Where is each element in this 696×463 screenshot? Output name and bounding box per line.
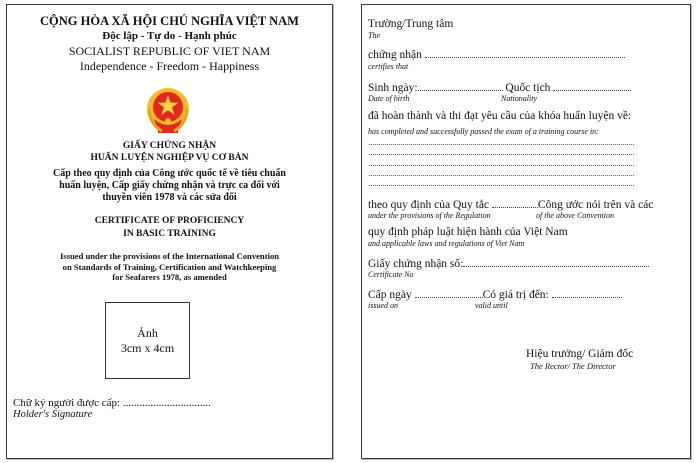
regulation-field[interactable] (368, 198, 653, 212)
dob-dots[interactable] (418, 81, 503, 91)
issued-text-vn (7, 168, 332, 204)
laws-label-en: and applicable laws and regulations of Viet Nam (368, 239, 525, 248)
issued-en-line-1: Issued under the provisions of the International Convention (59, 251, 280, 261)
issued-vn-line-1: Cấp theo quy định của Công ước quốc tế về tiêu chuẩn (53, 168, 286, 179)
convention-label-en: of the above Convention (536, 211, 614, 220)
regulation-label-vn: theo quy định của Quy tắc (368, 199, 490, 211)
cert-no-label-vn: Giấy chứng nhận số: (368, 258, 464, 270)
cert-no-label-en: Certificate No (368, 270, 414, 279)
certificate-front-page (6, 4, 333, 459)
completed-label-vn: đã hoàn thành và thi đạt yêu cầu của khóa huấn luyện về: (368, 110, 632, 122)
issued-text-en (7, 251, 332, 283)
issued-on-label-en: issued on (368, 301, 398, 310)
title-vn-line-1: GIẤY CHỨNG NHẬN (122, 141, 217, 151)
regulation-dots[interactable] (492, 198, 538, 208)
title-vn-line-2: HUẤN LUYỆN NGHIỆP VỤ CƠ BẢN (90, 153, 249, 163)
photo-size: 3cm x 4cm (120, 340, 175, 355)
laws-label-vn: quy định pháp luật hiện hành của Việt Nam (368, 226, 568, 238)
issued-en-line-2: on Standards of Training, Certification and Watchkeeping (62, 261, 277, 272)
valid-until-label-en: valid until (475, 301, 508, 310)
issued-on-dots[interactable] (415, 288, 483, 298)
center-label-en: The (368, 31, 380, 40)
issue-date-field[interactable] (368, 288, 622, 302)
dob-field[interactable] (368, 81, 631, 95)
course-line-4[interactable] (369, 175, 634, 176)
nationality-label-en: Nationality (501, 94, 537, 103)
nationality-dots[interactable] (553, 81, 631, 91)
photo-label: Ảnh (137, 325, 158, 340)
issued-vn-line-3: thuyền viên 1978 và các sửa đổi (102, 192, 237, 203)
holder-signature-field[interactable]: Chữ ký người được cấp: ................................ (13, 397, 211, 409)
title-en-line-1: CERTIFICATE OF PROFICIENCY (94, 216, 245, 226)
convention-label-vn: Công ước nói trên và các (537, 199, 654, 211)
course-line-2[interactable] (369, 154, 634, 155)
issued-vn-line-2: huấn luyện, Cấp giấy chứng nhận và trực ca đối với (59, 180, 280, 191)
holder-name-dots[interactable] (425, 48, 625, 58)
motto-vn: Độc lập - Tự do - Hạnh phúc (102, 30, 237, 42)
certificate-back-page (361, 4, 691, 459)
holder-signature-label-en: Holder's Signature (13, 409, 93, 420)
certificate-number-field[interactable] (368, 257, 649, 271)
certifies-label-vn: chứng nhận (368, 49, 422, 61)
country-name-en: SOCIALIST REPUBLIC OF VIET NAM (68, 44, 271, 58)
certifies-label-en: certifies that (368, 62, 409, 71)
center-label-vn: Trường/Trung tâm (368, 18, 454, 30)
issued-on-label-vn: Cấp ngày (368, 289, 412, 301)
motto-en: Independence - Freedom - Happiness (79, 59, 260, 73)
director-label-vn: Hiệu trưởng/ Giám đốc (526, 348, 634, 360)
country-name-vn: CỘNG HÒA XÃ HỘI CHỦ NGHĨA VIỆT NAM (40, 14, 299, 28)
nationality-label-vn: Quốc tịch (505, 82, 551, 94)
dob-label-en: Date of birth (368, 94, 410, 103)
course-line-5[interactable] (369, 185, 634, 186)
regulation-label-en: under the provisions of the Regulation (368, 211, 491, 220)
course-line-1[interactable] (369, 144, 634, 145)
issued-en-line-3: for Seafarers 1978, as amended (112, 272, 227, 282)
cert-no-dots[interactable] (463, 257, 649, 267)
completed-label-en: has completed and successfully passed the exam of a training course in: (368, 127, 599, 136)
title-en-line-2: IN BASIC TRAINING (123, 229, 216, 239)
certifies-field[interactable] (368, 48, 625, 62)
valid-until-label-vn: Có giá trị đến: (482, 289, 549, 301)
course-line-3[interactable] (369, 165, 634, 166)
director-label-en: The Rector/ The Director (530, 361, 616, 371)
national-emblem-icon (144, 87, 192, 139)
dob-label-vn: Sinh ngày: (368, 82, 418, 94)
valid-until-dots[interactable] (552, 288, 622, 298)
photo-placeholder (105, 302, 190, 379)
